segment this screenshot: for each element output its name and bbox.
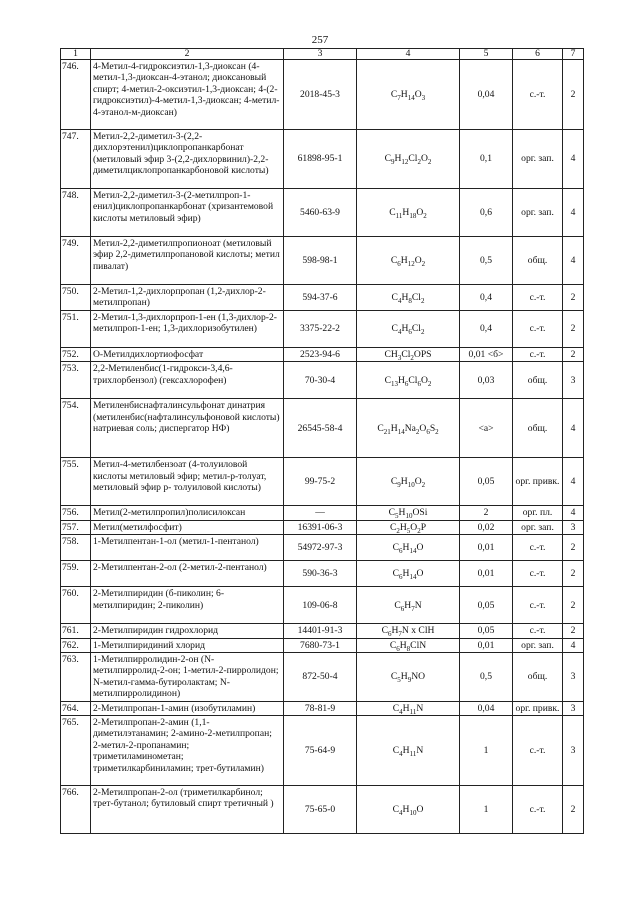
cas-number: 109-06-8: [284, 587, 357, 624]
chemical-formula: $C_6H_7N$ x ClH: [357, 624, 460, 638]
limit-value: 1: [460, 786, 513, 834]
table-row: [61, 348, 584, 362]
limit-value: 0,04: [460, 701, 513, 715]
cas-number: 5460-63-9: [284, 189, 357, 237]
row-number: 747.: [61, 130, 91, 189]
table-row: [61, 520, 584, 534]
hazard-class: 2: [563, 624, 584, 638]
limit-value: <а>: [460, 399, 513, 458]
row-number: 751.: [61, 311, 91, 348]
hazard-class: 3: [563, 653, 584, 702]
hazard-indicator: орг. привк.: [513, 701, 563, 715]
cas-number: —: [284, 506, 357, 520]
hazard-indicator: с.-т.: [513, 60, 563, 130]
page-number: 257: [311, 34, 329, 46]
row-number: 757.: [61, 520, 91, 534]
limit-value: 0,01: [460, 535, 513, 561]
limit-value: 0,03: [460, 362, 513, 399]
chemical-formula: $C_2H_5O_2P$: [357, 520, 460, 534]
limit-value: 0,02: [460, 520, 513, 534]
chemical-formula: $C_6H_8ClN$: [357, 638, 460, 652]
hazard-indicator: с.-т.: [513, 561, 563, 587]
row-number: 752.: [61, 348, 91, 362]
row-number: 763.: [61, 653, 91, 702]
hazard-indicator: с.-т.: [513, 311, 563, 348]
table-row: [61, 130, 584, 189]
row-number: 765.: [61, 716, 91, 786]
chemical-formula: $C_6H_7N$: [357, 587, 460, 624]
cas-number: 26545-58-4: [284, 399, 357, 458]
limit-value: 0,01: [460, 561, 513, 587]
hazard-class: 4: [563, 506, 584, 520]
hazard-indicator: с.-т.: [513, 716, 563, 786]
cas-number: 70-30-4: [284, 362, 357, 399]
table-row: [61, 638, 584, 652]
table-row: [61, 701, 584, 715]
table-row: [61, 458, 584, 506]
table-row: [61, 786, 584, 834]
cas-number: 54972-97-3: [284, 535, 357, 561]
hazard-class: 3: [563, 716, 584, 786]
substance-name: 1-Метилпентан-1-ол (метил-1-пентанол): [91, 535, 284, 561]
substance-name: О-Метилдихлортиофосфат: [91, 348, 284, 362]
substance-name: Метил-2,2-диметил-3-(2,2-дихлорэтенил)циклопропанкарбонат (метиловый эфир 3-(2,2-дихлорвинил)-2,2- диметилциклопропанкарбоновой кислоты): [91, 130, 284, 189]
cas-number: 7680-73-1: [284, 638, 357, 652]
row-number: 762.: [61, 638, 91, 652]
table-row: [61, 716, 584, 786]
hazard-class: 3: [563, 362, 584, 399]
table-row: [61, 653, 584, 702]
row-number: 753.: [61, 362, 91, 399]
hazard-indicator: общ.: [513, 362, 563, 399]
limit-value: 0,5: [460, 237, 513, 285]
substance-name: 1-Метилпирролидин-2-он (N-метилпирролид-2-он; 1-метил-2-пирролидон; N-метил-гамма-бутиролактам; N-метилпирролидинон): [91, 653, 284, 702]
substance-name: 2-Метилпропан-2-амин (1,1-диметилэтанамин; 2-амино-2-метилпропан; 2-метил-2-пропанамин; триметиламинометан; триметилкарбиниламин; трет-бутиламин): [91, 716, 284, 786]
substance-name: Метил(метилфосфит): [91, 520, 284, 534]
limit-value: 0,04: [460, 60, 513, 130]
chemical-formula: $C_7H_{14}O_3$: [357, 60, 460, 130]
row-number: 749.: [61, 237, 91, 285]
chemical-formula: $C_4H_{11}N$: [357, 716, 460, 786]
chemical-formula: $C_9H_{10}O_2$: [357, 458, 460, 506]
hazard-class: 4: [563, 399, 584, 458]
table-row: [61, 587, 584, 624]
hazard-class: 4: [563, 638, 584, 652]
cas-number: 16391-06-3: [284, 520, 357, 534]
limit-value: 0,05: [460, 624, 513, 638]
table-row: [61, 237, 584, 285]
chemical-formula: $C_5H_9NO$: [357, 653, 460, 702]
cas-number: 598-98-1: [284, 237, 357, 285]
chemical-formula: $C_4H_{10}O$: [357, 786, 460, 834]
header-col-2: 2: [91, 49, 284, 60]
table-row: [61, 311, 584, 348]
cas-number: 3375-22-2: [284, 311, 357, 348]
cas-number: 594-37-6: [284, 285, 357, 311]
chemical-formula: $C_9H_{12}Cl_2O_2$: [357, 130, 460, 189]
limit-value: 2: [460, 506, 513, 520]
cas-number: 2018-45-3: [284, 60, 357, 130]
hazard-indicator: орг. привк.: [513, 458, 563, 506]
table-row: [61, 624, 584, 638]
row-number: 759.: [61, 561, 91, 587]
chemical-formula: $C_4H_6Cl_2$: [357, 311, 460, 348]
limit-value: 0,05: [460, 458, 513, 506]
substance-name: 2-Метил-1,3-дихлорпроп-1-ен (1,3-дихлор-2-метилпроп-1-ен; 1,3-дихлоризобутилен): [91, 311, 284, 348]
cas-number: 872-50-4: [284, 653, 357, 702]
limit-value: 0,1: [460, 130, 513, 189]
hazard-indicator: орг. зап.: [513, 130, 563, 189]
table-row: [61, 506, 584, 520]
row-number: 746.: [61, 60, 91, 130]
chemical-formula: $C_6H_{12}O_2$: [357, 237, 460, 285]
row-number: 748.: [61, 189, 91, 237]
hazard-indicator: с.-т.: [513, 535, 563, 561]
limit-value: 0,01: [460, 638, 513, 652]
row-number: 764.: [61, 701, 91, 715]
chemical-formula: $C_5H_{10}OSi$: [357, 506, 460, 520]
cas-number: 2523-94-6: [284, 348, 357, 362]
hazard-class: 2: [563, 348, 584, 362]
row-number: 758.: [61, 535, 91, 561]
header-col-4: 4: [357, 49, 460, 60]
substance-name: Метил-2,2-диметил-3-(2-метилпроп-1-енил)циклопропанкарбонат (хризантемовой кислоты метиловый эфир): [91, 189, 284, 237]
cas-number: 590-36-3: [284, 561, 357, 587]
hazard-class: 3: [563, 701, 584, 715]
row-number: 755.: [61, 458, 91, 506]
substance-name: 1-Метилпиридиний хлорид: [91, 638, 284, 652]
table-row: [61, 189, 584, 237]
hazard-class: 2: [563, 311, 584, 348]
hazard-class: 3: [563, 520, 584, 534]
chemical-formula: $C_4H_{11}N$: [357, 701, 460, 715]
hazard-class: 4: [563, 130, 584, 189]
hazard-indicator: общ.: [513, 237, 563, 285]
hazard-indicator: с.-т.: [513, 587, 563, 624]
hazard-indicator: с.-т.: [513, 624, 563, 638]
hazard-indicator: с.-т.: [513, 285, 563, 311]
substance-name: 2-Метилпропан-2-ол (триметилкарбинол; трет-бутанол; бутиловый спирт третичный ): [91, 786, 284, 834]
hazard-class: 2: [563, 786, 584, 834]
header-col-3: 3: [284, 49, 357, 60]
cas-number: 75-65-0: [284, 786, 357, 834]
table-row: [61, 399, 584, 458]
chemical-formula: $C_{21}H_{14}Na_2O_6S_2$: [357, 399, 460, 458]
limit-value: 1: [460, 716, 513, 786]
cas-number: 61898-95-1: [284, 130, 357, 189]
substances-table: [60, 48, 584, 834]
hazard-indicator: орг. пл.: [513, 506, 563, 520]
hazard-indicator: орг. зап.: [513, 638, 563, 652]
header-col-1: 1: [61, 49, 91, 60]
substance-name: Метил(2-метилпропил)полисилоксан: [91, 506, 284, 520]
cas-number: 78-81-9: [284, 701, 357, 715]
header-col-6: 6: [513, 49, 563, 60]
hazard-indicator: общ.: [513, 653, 563, 702]
row-number: 760.: [61, 587, 91, 624]
limit-value: 0,4: [460, 311, 513, 348]
cas-number: 14401-91-3: [284, 624, 357, 638]
limit-value: 0,05: [460, 587, 513, 624]
chemical-formula: $C_6H_{14}O$: [357, 561, 460, 587]
hazard-class: 2: [563, 285, 584, 311]
hazard-indicator: с.-т.: [513, 348, 563, 362]
hazard-class: 2: [563, 561, 584, 587]
cas-number: 99-75-2: [284, 458, 357, 506]
hazard-indicator: общ.: [513, 399, 563, 458]
hazard-indicator: с.-т.: [513, 786, 563, 834]
chemical-formula: $CH_3Cl_2OPS$: [357, 348, 460, 362]
substance-name: Метил-2,2-диметилпропионоат (метиловый эфир 2,2-диметилпропановой кислоты; метил пивалат): [91, 237, 284, 285]
table-row: [61, 535, 584, 561]
hazard-indicator: орг. зап.: [513, 189, 563, 237]
cas-number: 75-64-9: [284, 716, 357, 786]
limit-value: 0,6: [460, 189, 513, 237]
row-number: 756.: [61, 506, 91, 520]
substance-name: 4-Метил-4-гидроксиэтил-1,3-диоксан (4-метил-1,3-диоксан-4-этанол; диоксановый спирт; 4-метил-2-оксиэтил-1,3-диоксан; 4-(2-гидроксиэтил)-4-метил-1,3-диоксан; 4-метил- 4-этанол-м-диоксан): [91, 60, 284, 130]
substance-name: Метиленбиснафталинсульфонат динатрия (метиленбис(нафталинсульфоновой кислоты) натриевая соль; диспергатор НФ): [91, 399, 284, 458]
limit-value: 0,5: [460, 653, 513, 702]
header-col-7: 7: [563, 49, 584, 60]
table-body: [61, 60, 584, 834]
hazard-class: 4: [563, 237, 584, 285]
chemical-formula: $C_{11}H_{18}O_2$: [357, 189, 460, 237]
chemical-formula: $C_4H_8Cl_2$: [357, 285, 460, 311]
table-header-row: [61, 49, 584, 60]
table-row: [61, 561, 584, 587]
substance-name: Метил-4-метилбензоат (4-толуиловой кислоты метиловый эфир; метил-р-толуат, метиловый эфир р- толуиловой кислоты): [91, 458, 284, 506]
row-number: 766.: [61, 786, 91, 834]
row-number: 761.: [61, 624, 91, 638]
row-number: 750.: [61, 285, 91, 311]
substance-name: 2-Метил-1,2-дихлорпропан (1,2-дихлор-2-метилпропан): [91, 285, 284, 311]
hazard-indicator: орг. зап.: [513, 520, 563, 534]
table-row: [61, 285, 584, 311]
limit-value: 0,01 <б>: [460, 348, 513, 362]
hazard-class: 2: [563, 535, 584, 561]
substance-name: 2-Метилпиридин гидрохлорид: [91, 624, 284, 638]
hazard-class: 4: [563, 458, 584, 506]
limit-value: 0,4: [460, 285, 513, 311]
substance-name: 2-Метилпиридин (б-пиколин; 6-метилпиридин; 2-пиколин): [91, 587, 284, 624]
chemical-formula: $C_6H_{14}O$: [357, 535, 460, 561]
row-number: 754.: [61, 399, 91, 458]
hazard-class: 2: [563, 587, 584, 624]
hazard-class: 4: [563, 189, 584, 237]
substance-name: 2,2-Метиленбис(1-гидрокси-3,4,6-трихлорбензол) (гексахлорофен): [91, 362, 284, 399]
substance-name: 2-Метилпропан-1-амин (изобутиламин): [91, 701, 284, 715]
header-col-5: 5: [460, 49, 513, 60]
hazard-class: 2: [563, 60, 584, 130]
table-row: [61, 60, 584, 130]
table-row: [61, 362, 584, 399]
chemical-formula: $C_{13}H_6Cl_6O_2$: [357, 362, 460, 399]
substance-name: 2-Метилпентан-2-ол (2-метил-2-пентанол): [91, 561, 284, 587]
